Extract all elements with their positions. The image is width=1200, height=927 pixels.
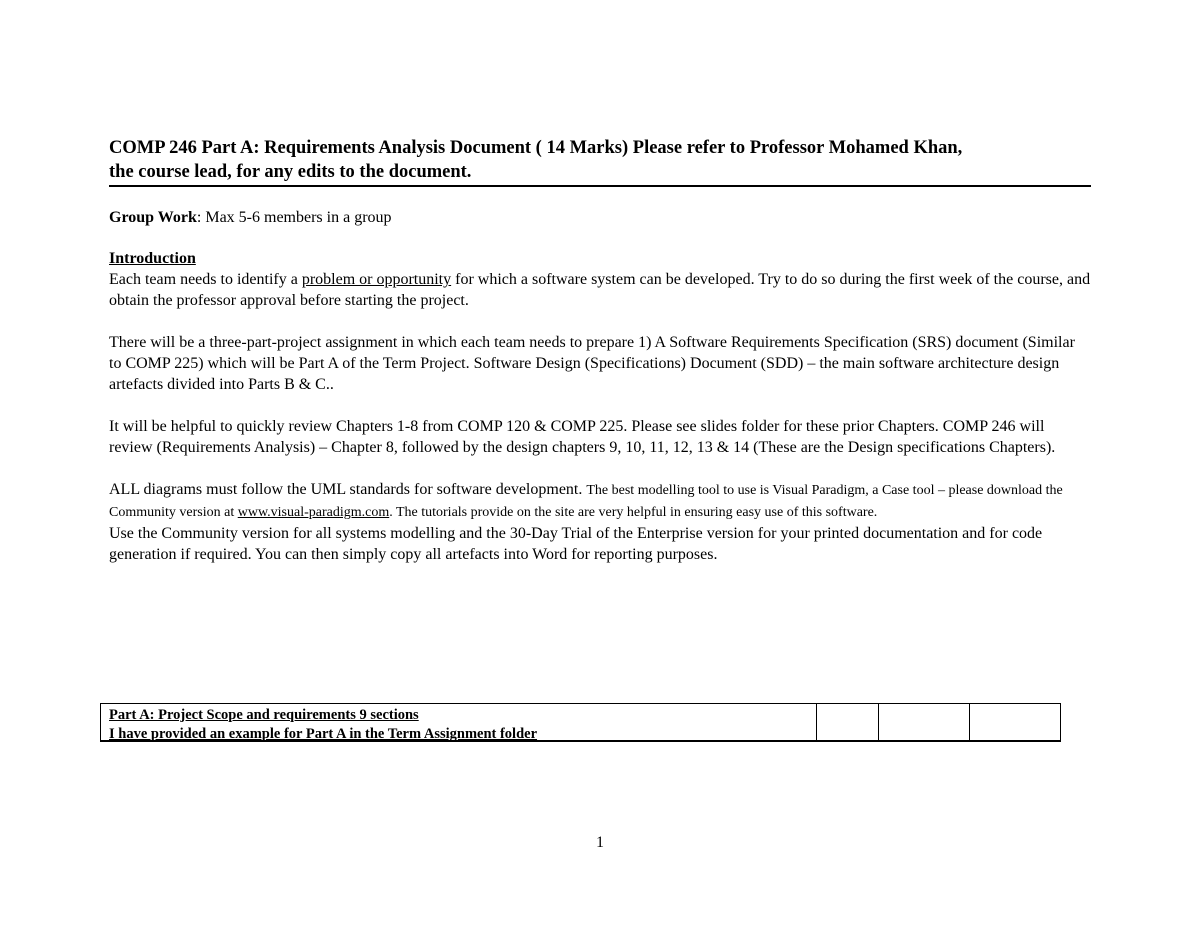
problem-or-opportunity-text: problem or opportunity [301, 271, 452, 288]
intro-paragraph-1 [109, 269, 1091, 311]
group-work-line [109, 207, 1091, 228]
intro-p4-start: ALL diagrams must follow the UML standards for software development. [109, 481, 587, 498]
introduction-heading: Introduction [109, 250, 196, 267]
table-cell-empty-3 [969, 704, 1060, 740]
page-number: 1 [596, 834, 604, 851]
group-work-label: Group Work [109, 209, 197, 226]
intro-p4-small-before: The best modelling tool to use is Visual Paradigm, a Case tool – please download the Community version at [109, 483, 1063, 520]
spacer [109, 395, 1091, 416]
table-row-line-2: I have provided an example for Part A in the Term Assignment folder [109, 726, 538, 742]
title-line-1: COMP 246 Part A: Requirements Analysis Document ( 14 Marks) Please refer to Professor Mohamed Khan, [109, 138, 963, 158]
table-cell-empty-2 [878, 704, 969, 740]
visual-paradigm-link[interactable]: www.visual-paradigm.com [237, 505, 390, 520]
intro-paragraph-3: It will be helpful to quickly review Chapters 1-8 from COMP 120 & COMP 225. Please see slides folder for these prior Chapters. COMP 246 will review (Requirements Analysis) – Chapter 8, followed by the design chapters 9, 10, 11, 12, 13 & 14 (These are the Design specifications Chapters). [109, 418, 1056, 456]
document-body [109, 136, 1091, 565]
marks-table [100, 703, 1061, 742]
table-cell-empty-1 [816, 704, 878, 740]
intro-paragraph-4 [109, 479, 1091, 523]
intro-p1-after: for which a software system can be developed. Try to do so during the first week of the course, and obtain the professor approval before starting the project. [109, 271, 1091, 309]
intro-p4-small-after: . The tutorials provide on the site are very helpful in ensuring easy use of this software. [389, 505, 878, 520]
intro-p1-before: Each team needs to identify a [109, 271, 302, 288]
title-line-2: the course lead, for any edits to the document. [109, 162, 472, 182]
intro-paragraph-2: There will be a three-part-project assignment in which each team needs to prepare 1) A Software Requirements Specification (SRS) document (Similar to COMP 225) which will be Part A of the Term Project. Software Design (Specifications) Document (SDD) – the main software architecture design artefacts divided into Parts B & C.. [109, 334, 1075, 393]
table-row-line-1: Part A: Project Scope and requirements 9 sections [109, 707, 419, 723]
spacer [109, 458, 1091, 479]
table-cell-part-a [101, 704, 816, 740]
group-work-text: : Max 5-6 members in a group [196, 209, 392, 226]
intro-paragraph-5: Use the Community version for all systems modelling and the 30-Day Trial of the Enterprise version for your printed documentation and for code generation if required. You can then simply copy all artefacts into Word for reporting purposes. [109, 525, 1043, 563]
document-title [109, 136, 1091, 187]
spacer [109, 311, 1091, 332]
